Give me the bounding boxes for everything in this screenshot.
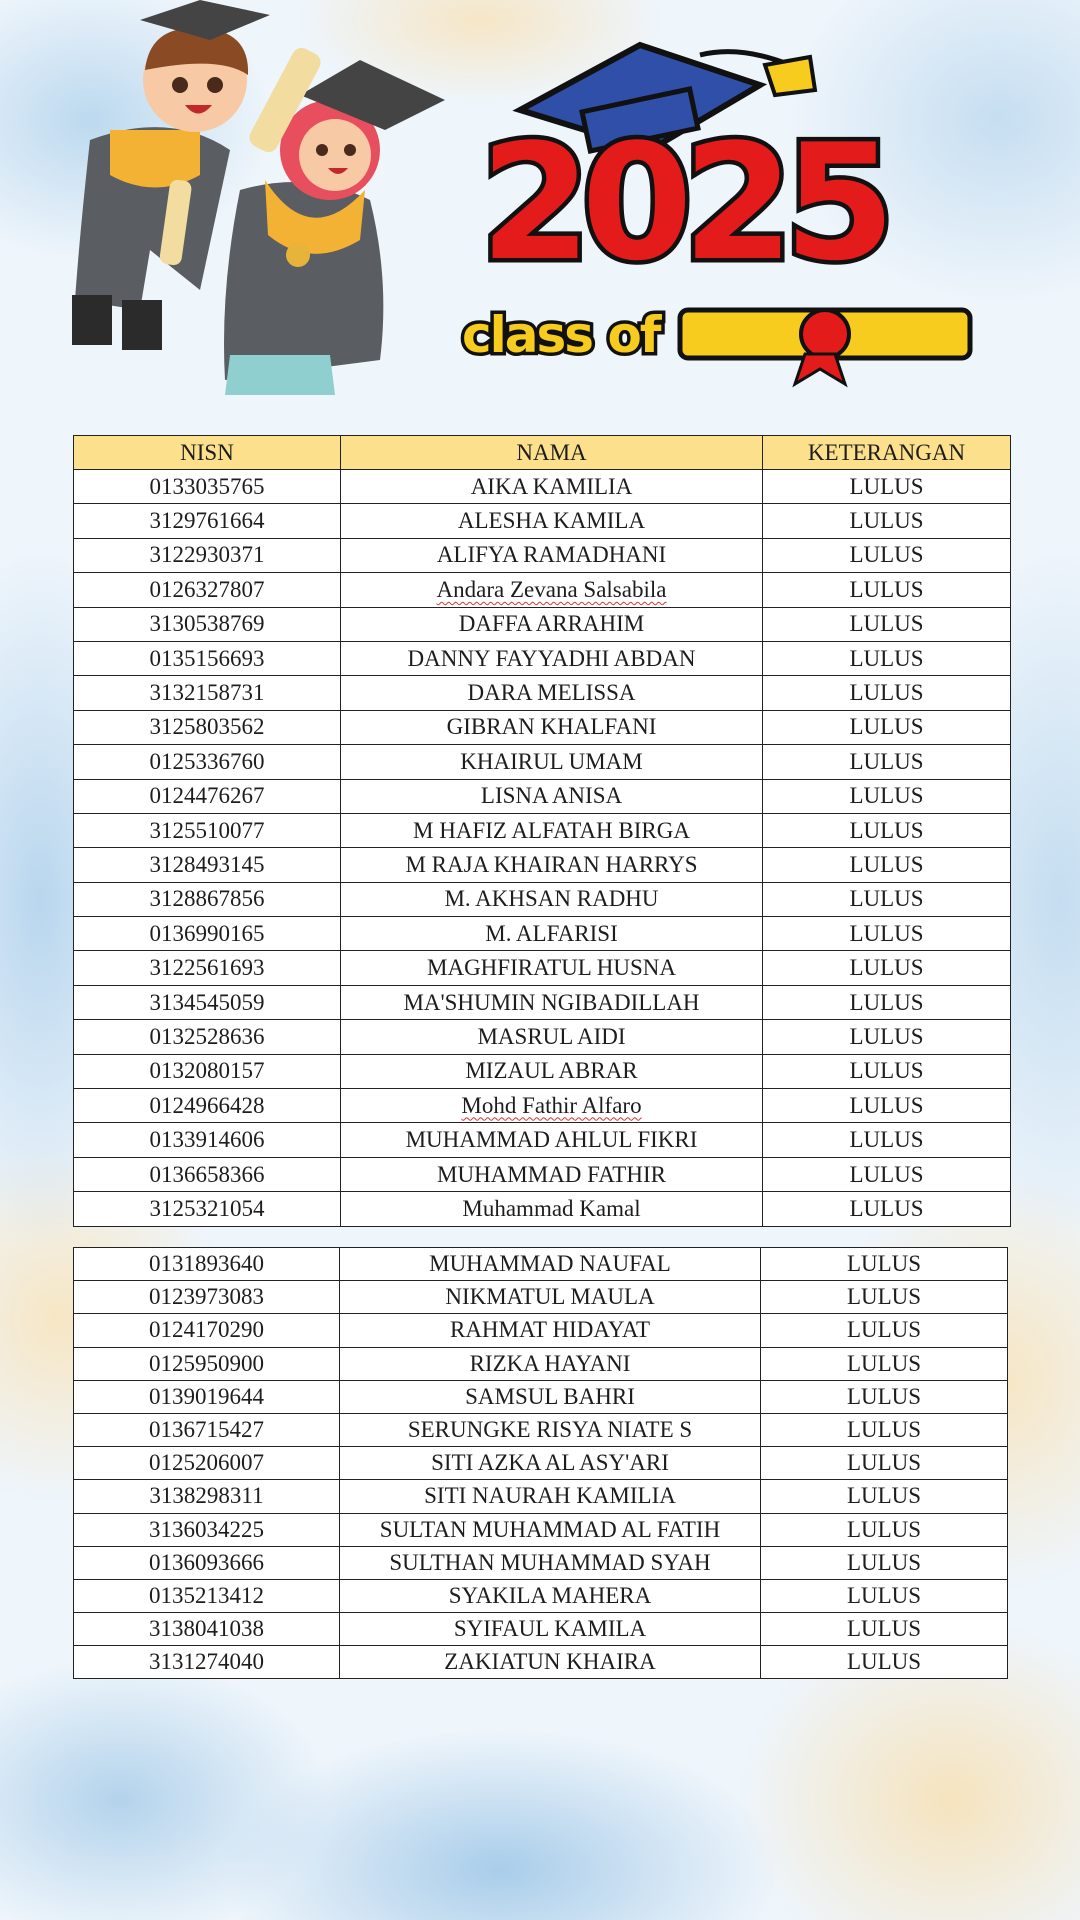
table-row bbox=[74, 1054, 1011, 1088]
keterangan-cell: LULUS bbox=[763, 779, 1011, 813]
nama-cell: M RAJA KHAIRAN HARRYS bbox=[341, 848, 763, 882]
nisn-cell: 0135156693 bbox=[74, 641, 341, 675]
table-row bbox=[74, 985, 1011, 1019]
nisn-cell: 0124476267 bbox=[74, 779, 341, 813]
nama-cell: SITI NAURAH KAMILIA bbox=[340, 1480, 761, 1513]
table-row bbox=[74, 917, 1011, 951]
keterangan-cell: LULUS bbox=[761, 1579, 1008, 1612]
table-row bbox=[74, 848, 1011, 882]
keterangan-cell: LULUS bbox=[763, 538, 1011, 572]
year-text: 2025 bbox=[480, 109, 886, 296]
nama-cell: SERUNGKE RISYA NIATE S bbox=[340, 1413, 761, 1446]
class-of-2025-logo bbox=[462, 45, 970, 384]
nisn-cell: 3125321054 bbox=[74, 1192, 341, 1226]
nisn-cell: 3128493145 bbox=[74, 848, 341, 882]
table-row bbox=[74, 1646, 1008, 1679]
table-row bbox=[74, 1089, 1011, 1123]
nisn-cell: 3134545059 bbox=[74, 985, 341, 1019]
nisn-cell: 0136658366 bbox=[74, 1157, 341, 1191]
keterangan-cell: LULUS bbox=[761, 1248, 1008, 1281]
table-row bbox=[74, 813, 1011, 847]
nisn-cell: 0132080157 bbox=[74, 1054, 341, 1088]
nama-cell: MAGHFIRATUL HUSNA bbox=[341, 951, 763, 985]
keterangan-cell: LULUS bbox=[761, 1646, 1008, 1679]
nisn-cell: 3130538769 bbox=[74, 607, 341, 641]
header-nama: NAMA bbox=[341, 436, 763, 470]
nisn-cell: 0136990165 bbox=[74, 917, 341, 951]
nama-cell: MUHAMMAD NAUFAL bbox=[340, 1248, 761, 1281]
keterangan-cell: LULUS bbox=[763, 607, 1011, 641]
table-row bbox=[74, 573, 1011, 607]
nisn-cell: 0125206007 bbox=[74, 1447, 340, 1480]
table-row bbox=[74, 1347, 1008, 1380]
keterangan-cell: LULUS bbox=[761, 1613, 1008, 1646]
nama-cell: MASRUL AIDI bbox=[341, 1020, 763, 1054]
graduate-girl-illustration bbox=[224, 44, 445, 395]
class-of-text: class of bbox=[462, 306, 660, 364]
keterangan-cell: LULUS bbox=[763, 848, 1011, 882]
nisn-cell: 0135213412 bbox=[74, 1579, 340, 1612]
nama-cell: Muhammad Kamal bbox=[341, 1192, 763, 1226]
table-row bbox=[74, 1546, 1008, 1579]
nisn-cell: 3136034225 bbox=[74, 1513, 340, 1546]
nama-cell: SITI AZKA AL ASY'ARI bbox=[340, 1447, 761, 1480]
nama-cell: DARA MELISSA bbox=[341, 676, 763, 710]
keterangan-cell: LULUS bbox=[763, 641, 1011, 675]
nama-cell: Mohd Fathir Alfaro bbox=[341, 1089, 763, 1123]
nama-cell: DANNY FAYYADHI ABDAN bbox=[341, 641, 763, 675]
keterangan-cell: LULUS bbox=[763, 951, 1011, 985]
table-row bbox=[74, 538, 1011, 572]
nisn-cell: 3132158731 bbox=[74, 676, 341, 710]
nisn-cell: 0124966428 bbox=[74, 1089, 341, 1123]
nama-cell: ALESHA KAMILA bbox=[341, 504, 763, 538]
keterangan-cell: LULUS bbox=[763, 504, 1011, 538]
nama-cell: SULTHAN MUHAMMAD SYAH bbox=[340, 1546, 761, 1579]
nisn-cell: 3129761664 bbox=[74, 504, 341, 538]
nisn-cell: 0133035765 bbox=[74, 470, 341, 504]
nisn-cell: 0126327807 bbox=[74, 573, 341, 607]
table-row bbox=[74, 641, 1011, 675]
nama-cell: MUHAMMAD AHLUL FIKRI bbox=[341, 1123, 763, 1157]
keterangan-cell: LULUS bbox=[763, 1123, 1011, 1157]
nisn-cell: 3125510077 bbox=[74, 813, 341, 847]
table-row bbox=[74, 1281, 1008, 1314]
keterangan-cell: LULUS bbox=[761, 1347, 1008, 1380]
header-nisn: NISN bbox=[74, 436, 341, 470]
nisn-cell: 3138298311 bbox=[74, 1480, 340, 1513]
keterangan-cell: LULUS bbox=[761, 1480, 1008, 1513]
keterangan-cell: LULUS bbox=[763, 1157, 1011, 1191]
graduation-banner bbox=[0, 0, 1080, 440]
keterangan-cell: LULUS bbox=[763, 573, 1011, 607]
keterangan-cell: LULUS bbox=[763, 676, 1011, 710]
nama-cell: MA'SHUMIN NGIBADILLAH bbox=[341, 985, 763, 1019]
keterangan-cell: LULUS bbox=[761, 1513, 1008, 1546]
table-row bbox=[74, 1613, 1008, 1646]
keterangan-cell: LULUS bbox=[763, 1192, 1011, 1226]
keterangan-cell: LULUS bbox=[761, 1314, 1008, 1347]
table-row bbox=[74, 1513, 1008, 1546]
table-row bbox=[74, 1020, 1011, 1054]
nama-cell: KHAIRUL UMAM bbox=[341, 745, 763, 779]
keterangan-cell: LULUS bbox=[763, 1054, 1011, 1088]
nama-cell: RIZKA HAYANI bbox=[340, 1347, 761, 1380]
nama-cell: MIZAUL ABRAR bbox=[341, 1054, 763, 1088]
nama-cell: DAFFA ARRAHIM bbox=[341, 607, 763, 641]
table-row bbox=[74, 1314, 1008, 1347]
nisn-cell: 0125950900 bbox=[74, 1347, 340, 1380]
keterangan-cell: LULUS bbox=[763, 917, 1011, 951]
nama-cell: GIBRAN KHALFANI bbox=[341, 710, 763, 744]
table-header-row bbox=[74, 436, 1011, 470]
nama-cell: ALIFYA RAMADHANI bbox=[341, 538, 763, 572]
keterangan-cell: LULUS bbox=[763, 1089, 1011, 1123]
table-row bbox=[74, 607, 1011, 641]
nama-cell: M. AKHSAN RADHU bbox=[341, 882, 763, 916]
table-row bbox=[74, 1123, 1011, 1157]
nama-cell: MUHAMMAD FATHIR bbox=[341, 1157, 763, 1191]
nisn-cell: 3122561693 bbox=[74, 951, 341, 985]
nisn-cell: 3128867856 bbox=[74, 882, 341, 916]
nama-cell: M HAFIZ ALFATAH BIRGA bbox=[341, 813, 763, 847]
graduation-table-part-2 bbox=[73, 1247, 1008, 1679]
table-body-part-1 bbox=[74, 470, 1011, 1227]
nama-cell: RAHMAT HIDAYAT bbox=[340, 1314, 761, 1347]
keterangan-cell: LULUS bbox=[763, 813, 1011, 847]
table-row bbox=[74, 882, 1011, 916]
table-row bbox=[74, 470, 1011, 504]
table-row bbox=[74, 1380, 1008, 1413]
nama-cell: ZAKIATUN KHAIRA bbox=[340, 1646, 761, 1679]
nama-cell: NIKMATUL MAULA bbox=[340, 1281, 761, 1314]
table-row bbox=[74, 1447, 1008, 1480]
keterangan-cell: LULUS bbox=[763, 1020, 1011, 1054]
keterangan-cell: LULUS bbox=[763, 470, 1011, 504]
keterangan-cell: LULUS bbox=[763, 745, 1011, 779]
nisn-cell: 0136093666 bbox=[74, 1546, 340, 1579]
keterangan-cell: LULUS bbox=[763, 882, 1011, 916]
keterangan-cell: LULUS bbox=[761, 1413, 1008, 1446]
nama-cell: LISNA ANISA bbox=[341, 779, 763, 813]
nisn-cell: 0133914606 bbox=[74, 1123, 341, 1157]
nama-cell: M. ALFARISI bbox=[341, 917, 763, 951]
table-row bbox=[74, 1248, 1008, 1281]
nisn-cell: 0139019644 bbox=[74, 1380, 340, 1413]
nisn-cell: 3122930371 bbox=[74, 538, 341, 572]
nama-cell: SAMSUL BAHRI bbox=[340, 1380, 761, 1413]
nama-cell: AIKA KAMILIA bbox=[341, 470, 763, 504]
nisn-cell: 0136715427 bbox=[74, 1413, 340, 1446]
graduation-table-part-1 bbox=[73, 435, 1011, 1227]
nisn-cell: 0123973083 bbox=[74, 1281, 340, 1314]
table-row bbox=[74, 951, 1011, 985]
nama-cell: SYIFAUL KAMILA bbox=[340, 1613, 761, 1646]
table-row bbox=[74, 1413, 1008, 1446]
keterangan-cell: LULUS bbox=[761, 1281, 1008, 1314]
keterangan-cell: LULUS bbox=[763, 985, 1011, 1019]
nama-cell: SYAKILA MAHERA bbox=[340, 1579, 761, 1612]
nisn-cell: 3125803562 bbox=[74, 710, 341, 744]
table-row bbox=[74, 1480, 1008, 1513]
keterangan-cell: LULUS bbox=[761, 1447, 1008, 1480]
nisn-cell: 3138041038 bbox=[74, 1613, 340, 1646]
keterangan-cell: LULUS bbox=[763, 710, 1011, 744]
table-row bbox=[74, 1157, 1011, 1191]
nisn-cell: 0131893640 bbox=[74, 1248, 340, 1281]
nisn-cell: 3131274040 bbox=[74, 1646, 340, 1679]
table-row bbox=[74, 676, 1011, 710]
table-body-part-2 bbox=[74, 1248, 1008, 1679]
keterangan-cell: LULUS bbox=[761, 1546, 1008, 1579]
nisn-cell: 0125336760 bbox=[74, 745, 341, 779]
nisn-cell: 0132528636 bbox=[74, 1020, 341, 1054]
nama-cell: Andara Zevana Salsabila bbox=[341, 573, 763, 607]
keterangan-cell: LULUS bbox=[761, 1380, 1008, 1413]
table-row bbox=[74, 710, 1011, 744]
nisn-cell: 0124170290 bbox=[74, 1314, 340, 1347]
table-row bbox=[74, 779, 1011, 813]
nama-cell: SULTAN MUHAMMAD AL FATIH bbox=[340, 1513, 761, 1546]
table-row bbox=[74, 504, 1011, 538]
table-row bbox=[74, 1192, 1011, 1226]
table-row bbox=[74, 1579, 1008, 1612]
header-keterangan: KETERANGAN bbox=[763, 436, 1011, 470]
table-row bbox=[74, 745, 1011, 779]
